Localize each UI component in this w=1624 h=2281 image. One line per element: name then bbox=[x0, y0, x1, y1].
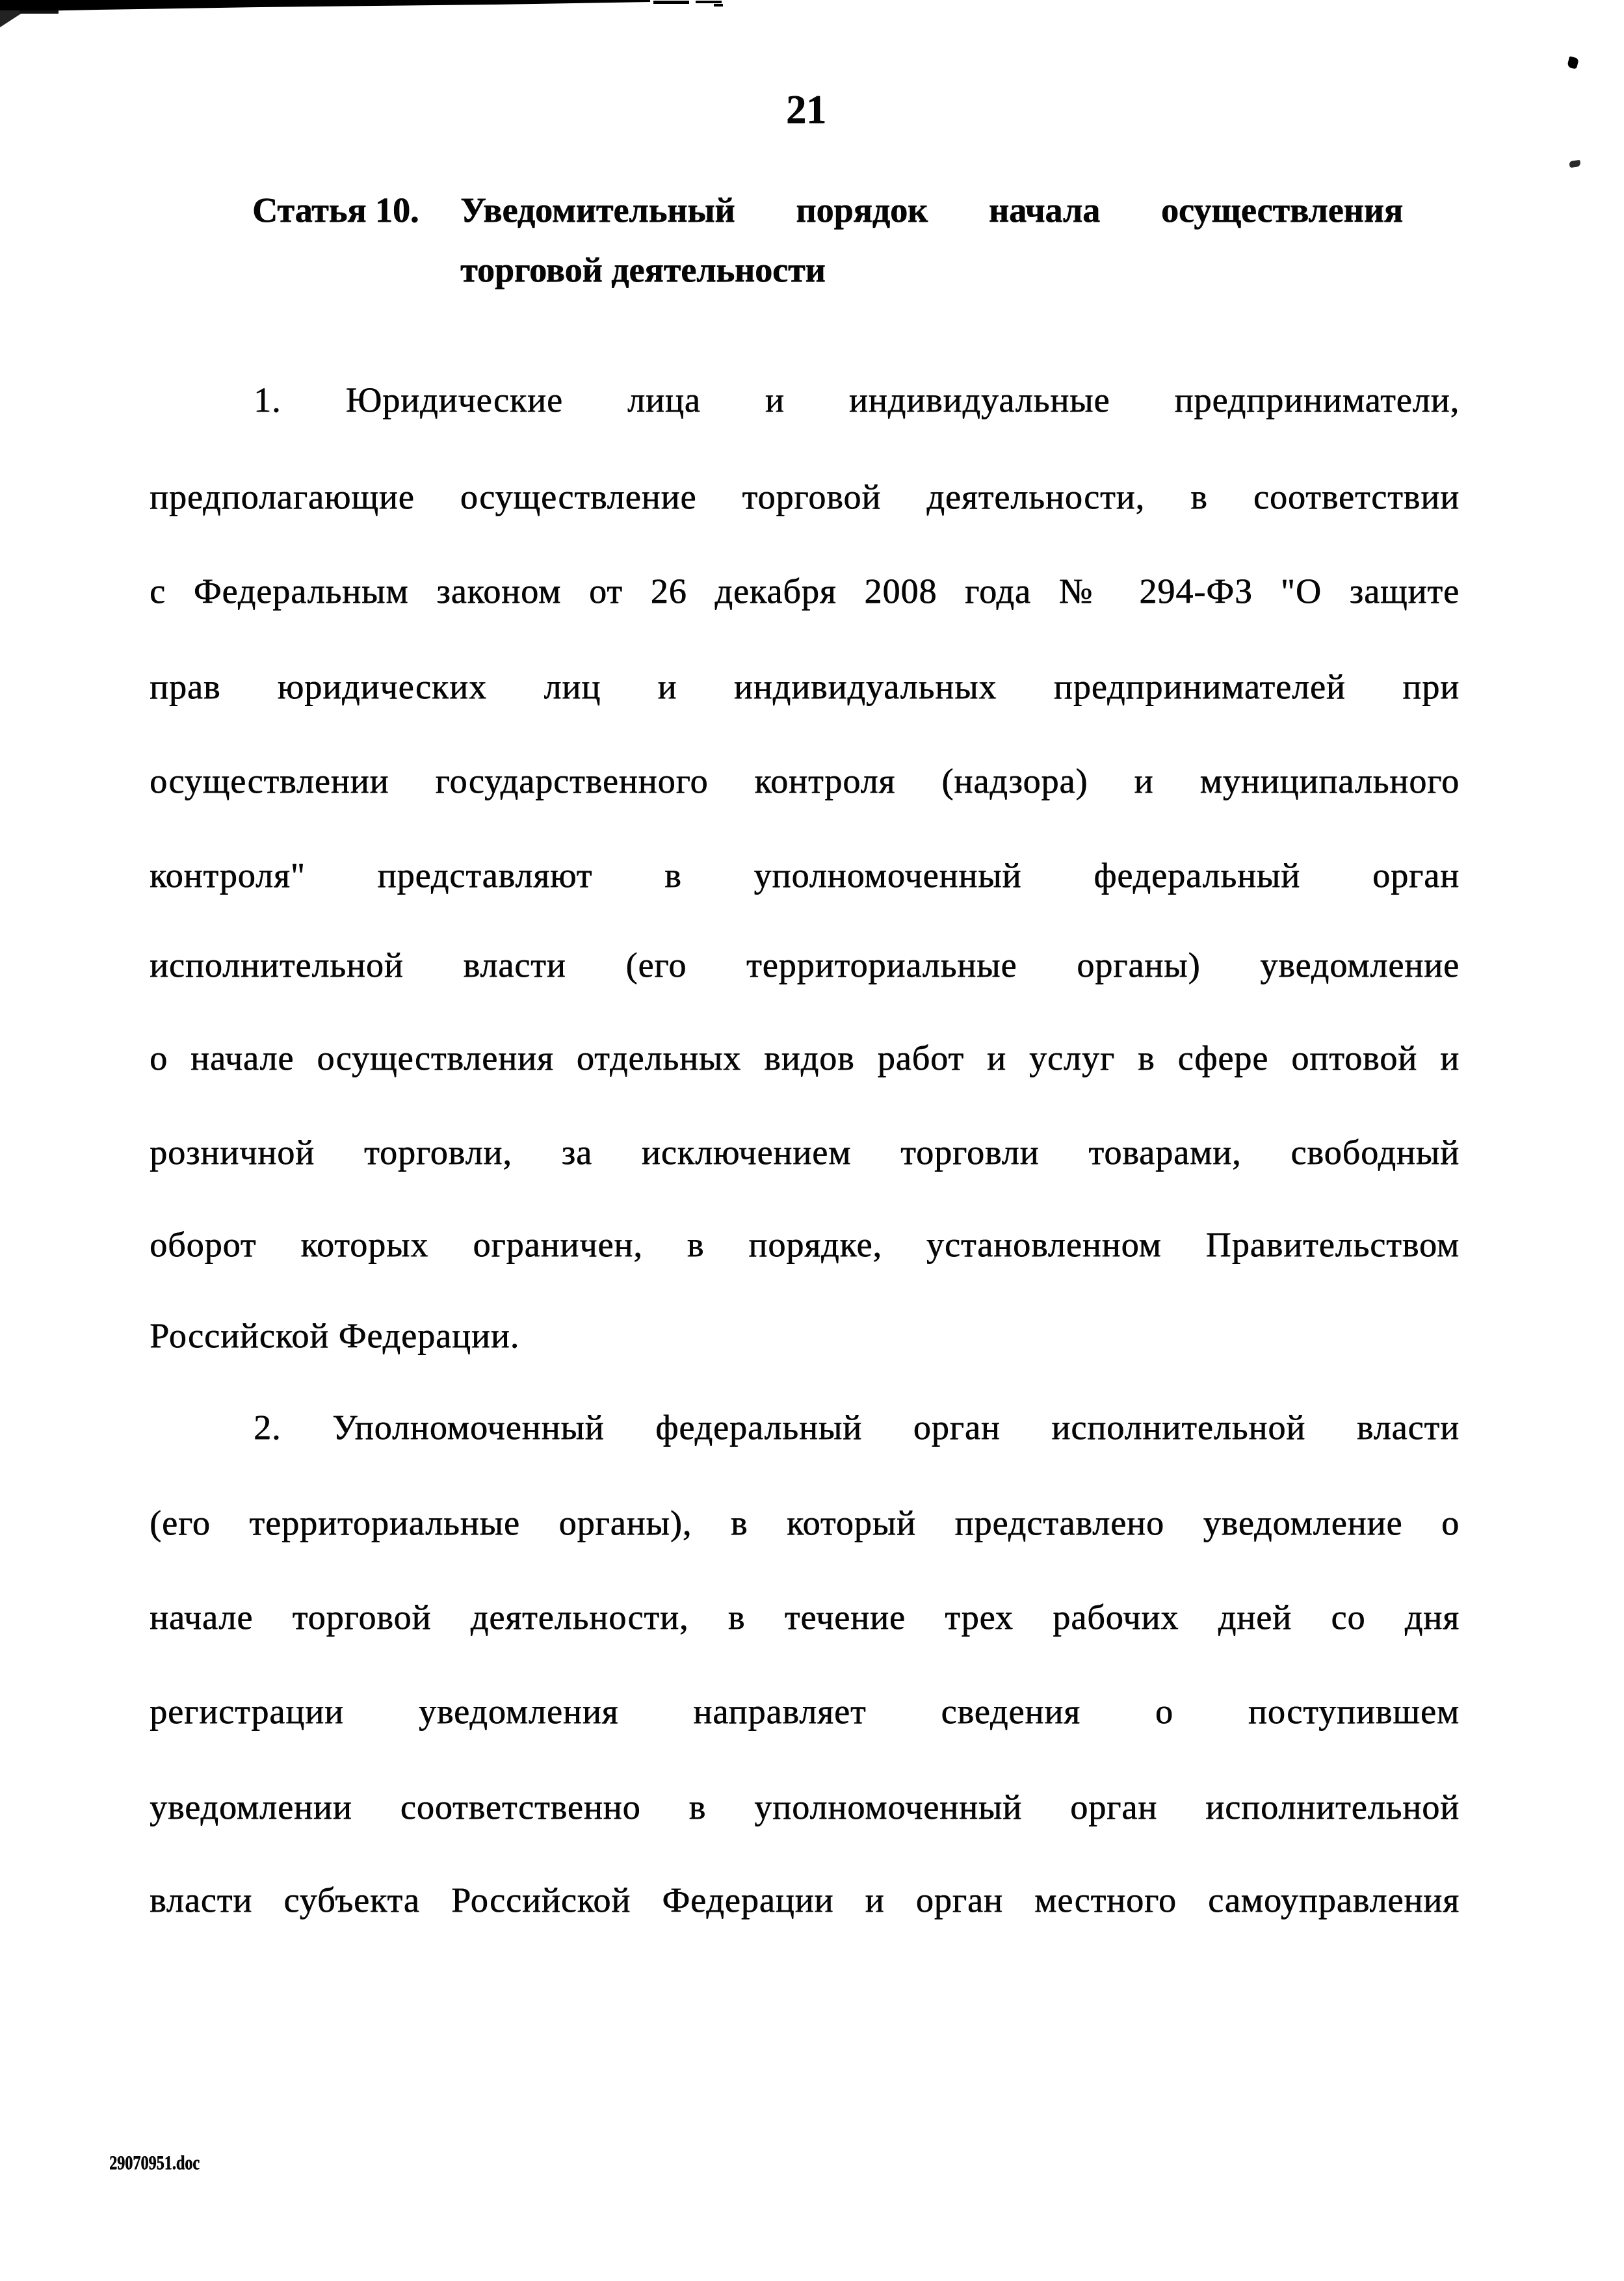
paragraph-2-line-4: регистрации уведомления направляет сведения о поступившем bbox=[150, 1692, 1460, 1731]
footer-filename: 29070951.doc bbox=[109, 2151, 200, 2174]
paragraph-2-line-1: 2. Уполномоченный федеральный орган исполнительной власти bbox=[254, 1408, 1460, 1447]
paragraph-2-line-6: власти субъекта Российской Федерации и орган местного самоуправления bbox=[150, 1880, 1460, 1919]
scan-edge-bar-artifact bbox=[0, 0, 735, 30]
article-title-line-1: Уведомительный порядок начала осуществления bbox=[460, 191, 1403, 230]
paragraph-2-line-2: (его территориальные органы), в который представлено уведомление о bbox=[150, 1503, 1460, 1542]
paragraph-2-line-5: уведомлении соответственно в уполномоченный орган исполнительной bbox=[150, 1787, 1460, 1826]
paragraph-2-line-3: начале торговой деятельности, в течение трех рабочих дней со дня bbox=[150, 1598, 1460, 1637]
scan-speck-artifact bbox=[1567, 56, 1579, 69]
paragraph-1-line-2: предполагающие осуществление торговой деятельности, в соответствии bbox=[150, 477, 1460, 516]
paragraph-1-line-10: оборот которых ограничен, в порядке, установленном Правительством bbox=[150, 1225, 1460, 1264]
paragraph-1-line-9: розничной торговли, за исключением торговли товарами, свободный bbox=[150, 1133, 1460, 1172]
paragraph-1-line-4: прав юридических лиц и индивидуальных предпринимателей при bbox=[150, 667, 1460, 706]
page-number: 21 bbox=[786, 88, 826, 132]
paragraph-1-line-6: контроля" представляют в уполномоченный федеральный орган bbox=[150, 856, 1460, 895]
scan-speck-artifact bbox=[1569, 160, 1580, 168]
paragraph-1-line-8: о начале осуществления отдельных видов работ и услуг в сфере оптовой и bbox=[150, 1038, 1460, 1077]
paragraph-1-line-11: Российской Федерации. bbox=[150, 1316, 520, 1355]
paragraph-1-line-1: 1. Юридические лица и индивидуальные предприниматели, bbox=[254, 380, 1460, 419]
paragraph-1-line-7: исполнительной власти (его территориальные органы) уведомление bbox=[150, 945, 1460, 984]
paragraph-1-line-5: осуществлении государственного контроля (надзора) и муниципального bbox=[150, 761, 1460, 800]
article-title-line-2: торговой деятельности bbox=[460, 250, 826, 289]
paragraph-1-line-3: с Федеральным законом от 26 декабря 2008 года № 294-ФЗ "О защите bbox=[150, 572, 1460, 611]
article-label: Статья 10. bbox=[252, 191, 419, 230]
